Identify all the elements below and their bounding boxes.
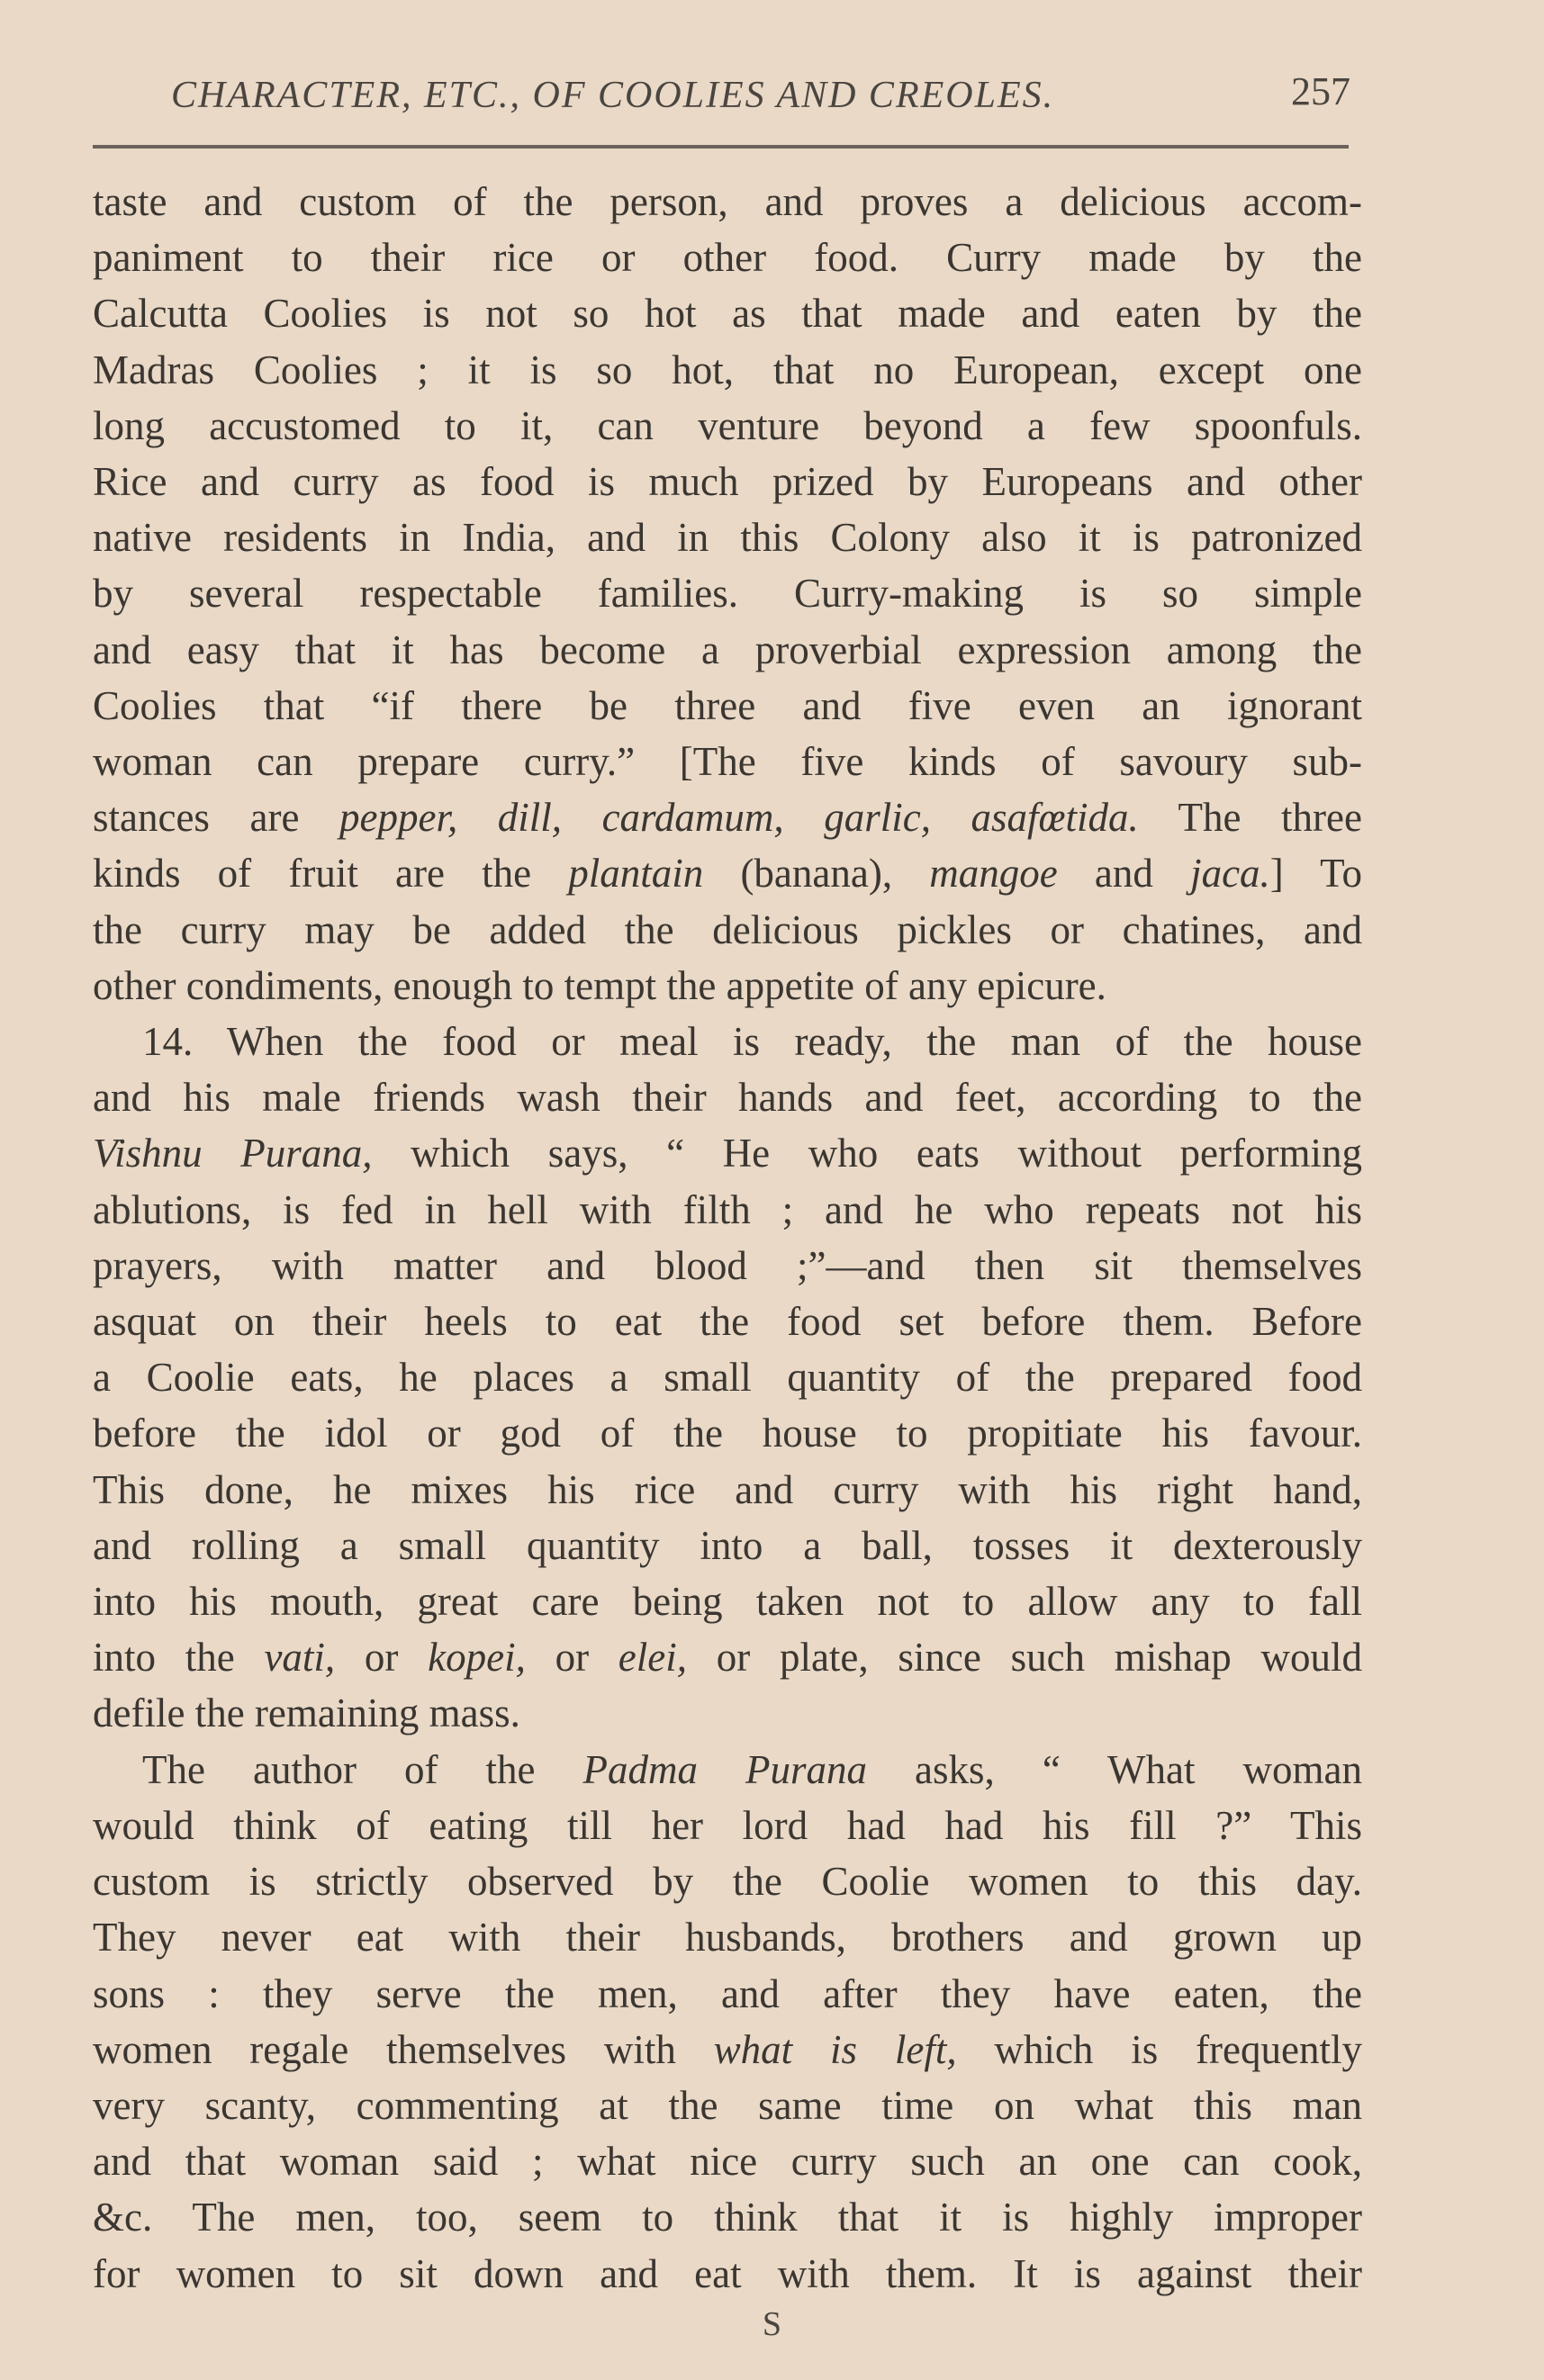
text-line bbox=[93, 1125, 1362, 1181]
italic-text: elei, bbox=[618, 1635, 687, 1681]
text-line: by several respectable families. Curry-making is so simple bbox=[93, 571, 1362, 617]
italic-text: Vishnu Purana, bbox=[93, 1131, 373, 1176]
text-line: and rolling a small quantity into a ball, tosses it dexterously bbox=[93, 1522, 1362, 1568]
text-line: Coolies that “if there be three and five even an ignorant bbox=[93, 682, 1362, 728]
text-line: and that woman said ; what nice curry such an one can cook, bbox=[93, 2139, 1362, 2185]
header-rule bbox=[93, 145, 1349, 149]
text-line: This done, he mixes his rice and curry with his right hand, bbox=[93, 1466, 1362, 1512]
text-line: into his mouth, great care being taken not to allow any to fall bbox=[93, 1579, 1362, 1625]
text-line: and his male friends wash their hands and feet, according to the bbox=[93, 1075, 1362, 1121]
paragraph-start-line bbox=[93, 1742, 1362, 1798]
italic-text: what is left, bbox=[713, 2026, 957, 2072]
text-line: sons : they serve the men, and after they have eaten, the bbox=[93, 1970, 1362, 2016]
text-line: the curry may be added the delicious pickles or chatines, and bbox=[93, 906, 1362, 952]
text-run: which is frequently bbox=[956, 2026, 1362, 2072]
running-head bbox=[171, 65, 1350, 128]
text-line bbox=[93, 789, 1362, 845]
text-run: into the bbox=[93, 1635, 265, 1681]
italic-text: vati, bbox=[264, 1635, 336, 1681]
text-line: before the idol or god of the house to propitiate his favour. bbox=[93, 1411, 1362, 1456]
italic-text: mangoe bbox=[929, 851, 1058, 897]
text-run: or plate, since such mishap would bbox=[687, 1635, 1362, 1681]
text-line: and easy that it has become a proverbial expression among the bbox=[93, 627, 1362, 672]
italic-text: plantain bbox=[568, 851, 704, 897]
text-run: The author of the bbox=[142, 1746, 583, 1792]
text-line: Madras Coolies ; it is so hot, that no European, except one bbox=[93, 347, 1362, 392]
text-run: and bbox=[1057, 851, 1191, 897]
text-line bbox=[93, 2022, 1362, 2078]
text-line: Calcutta Coolies is not so hot as that made and eaten by the bbox=[93, 291, 1362, 337]
text-line bbox=[93, 845, 1362, 901]
text-line: for women to sit down and eat with them. It is against their bbox=[93, 2250, 1362, 2296]
text-run: or bbox=[525, 1635, 619, 1681]
running-title: CHARACTER, ETC., OF COOLIES AND CREOLES. bbox=[171, 75, 1055, 116]
text-line: woman can prepare curry.” [The five kinds of savoury sub- bbox=[93, 739, 1362, 785]
text-run: women regale themselves with bbox=[93, 2026, 714, 2072]
text-run: which says, “ He who eats without performing bbox=[372, 1131, 1362, 1176]
text-line: a Coolie eats, he places a small quantity of the prepared food bbox=[93, 1355, 1362, 1401]
text-run: kinds of fruit are the bbox=[93, 851, 569, 897]
text-line: They never eat with their husbands, brothers and grown up bbox=[93, 1915, 1362, 1961]
text-line: other condiments, enough to tempt the appetite of any epicure. bbox=[93, 962, 1106, 1008]
text-run: The three bbox=[1138, 795, 1362, 841]
text-line: ablutions, is fed in hell with filth ; and he who repeats not his bbox=[93, 1186, 1362, 1232]
text-run: or bbox=[335, 1635, 429, 1681]
text-run: stances are bbox=[93, 795, 339, 841]
text-line: taste and custom of the person, and proves a delicious accom- bbox=[93, 179, 1362, 224]
text-line: very scanty, commenting at the same time on what this man bbox=[93, 2082, 1362, 2128]
page-number: 257 bbox=[1291, 69, 1350, 113]
text-line: defile the remaining mass. bbox=[93, 1690, 520, 1736]
text-line: asquat on their heels to eat the food set before them. Before bbox=[93, 1299, 1362, 1345]
text-run: (banana), bbox=[703, 851, 930, 897]
body-text bbox=[93, 174, 1362, 2302]
italic-text: Padma Purana bbox=[582, 1746, 868, 1792]
italic-text: pepper, dill, cardamum, garlic, asafœtida. bbox=[339, 795, 1139, 841]
text-line: long accustomed to it, can venture beyond a few spoonfuls. bbox=[93, 402, 1362, 448]
text-line: &c. The men, too, seem to think that it is highly improper bbox=[93, 2195, 1362, 2240]
signature-mark: S bbox=[762, 2305, 782, 2343]
text-line: paniment to their rice or other food. Curry made by the bbox=[93, 235, 1362, 281]
paragraph-start-line: 14. When the food or meal is ready, the man of the house bbox=[142, 1019, 1362, 1065]
text-line: would think of eating till her lord had had his fill ?” This bbox=[93, 1802, 1362, 1848]
text-line: prayers, with matter and blood ;”—and then sit themselves bbox=[93, 1242, 1362, 1288]
text-run: ] To bbox=[1269, 851, 1362, 897]
italic-text: jaca. bbox=[1190, 851, 1270, 897]
text-line: custom is strictly observed by the Coolie women to this day. bbox=[93, 1859, 1362, 1905]
text-line: native residents in India, and in this Colony also it is patronized bbox=[93, 515, 1362, 561]
text-line: Rice and curry as food is much prized by Europeans and other bbox=[93, 459, 1362, 505]
text-line bbox=[93, 1629, 1362, 1685]
italic-text: kopei, bbox=[428, 1635, 526, 1681]
text-run: asks, “ What woman bbox=[867, 1746, 1362, 1792]
